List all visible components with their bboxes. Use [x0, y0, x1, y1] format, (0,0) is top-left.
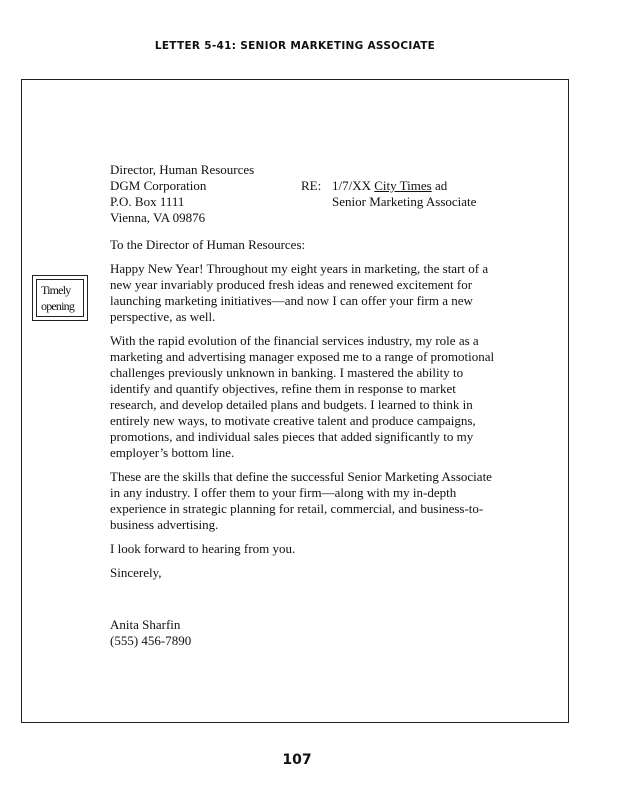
- re-publication: City Times: [374, 178, 432, 193]
- margin-note-box: [32, 275, 88, 321]
- signature-space: [110, 589, 495, 617]
- margin-note-line-1: Timely: [41, 283, 71, 297]
- recipient-line: DGM Corporation: [110, 178, 207, 193]
- re-details: [332, 178, 476, 210]
- recipient-line: Director, Human Resources: [110, 162, 255, 177]
- re-line-2: Senior Marketing Associate: [332, 194, 477, 209]
- re-suffix: ad: [434, 178, 448, 193]
- signature-name: Anita Sharfin: [110, 617, 181, 632]
- address-block: [110, 162, 495, 228]
- closing: Sincerely,: [110, 565, 162, 580]
- recipient-line: P.O. Box 1111: [110, 194, 185, 209]
- page-number: 107: [282, 752, 312, 768]
- re-label: RE:: [301, 178, 322, 193]
- paragraph-experience: With the rapid evolution of the financial services industry, my role as a marketing and advertising manager exposed me to a range of promotional challenges previously unknown in banking. I mastered the ability to identify and quantify objectives, refine them in response to market research, and develop detailed plans and budgets. I learned to think in entirely new ways, to motivate creative talent and produce campaigns, promotions, and individual sales pieces that added significantly to my employer’s bottom line.: [110, 333, 495, 460]
- page-header: LETTER 5-41: SENIOR MARKETING ASSOCIATE: [154, 40, 436, 52]
- re-line-1: [332, 178, 476, 194]
- signature-phone: (555) 456-7890: [110, 633, 192, 648]
- salutation: To the Director of Human Resources:: [110, 237, 306, 252]
- margin-note-line-2: opening: [41, 299, 75, 313]
- recipient-line: Vienna, VA 09876: [110, 210, 206, 225]
- paragraph-closing: I look forward to hearing from you.: [110, 541, 296, 556]
- re-date: 1/7/XX: [332, 178, 371, 193]
- letter-body: [110, 162, 495, 649]
- paragraph-skills: These are the skills that define the successful Senior Marketing Associate in any industry. I offer them to your firm—along with my in-depth experience in strategic planning for retail, commercial, and business-to-business advertising.: [110, 469, 492, 532]
- margin-note-inner: [36, 279, 84, 317]
- paragraph-opening: Happy New Year! Throughout my eight years in marketing, the start of a new year invariably produced fresh ideas and renewed excitement for launching marketing initiatives—and now I can offer your firm a new perspective, as well.: [110, 261, 489, 324]
